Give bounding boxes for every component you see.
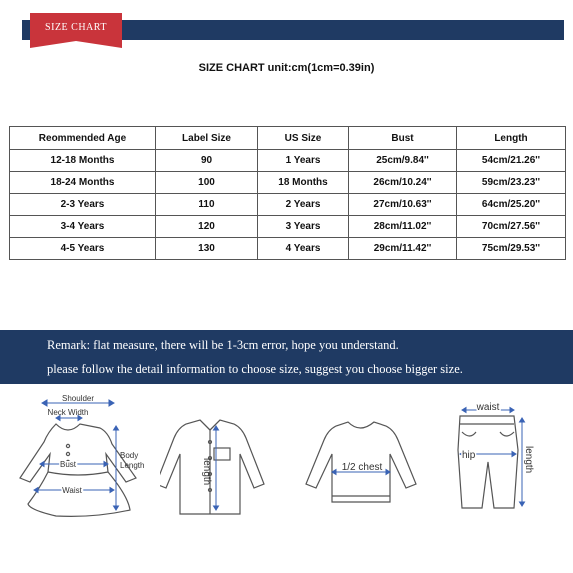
table-cell: 4 Years — [258, 238, 349, 260]
table-cell: 2 Years — [258, 194, 349, 216]
waist-label: Waist — [62, 486, 82, 495]
shirt-length-label: length — [201, 458, 212, 486]
table-cell: 29cm/11.42'' — [349, 238, 457, 260]
sweater-illustration — [298, 392, 428, 522]
remark-line-1: Remark: flat measure, there will be 1-3cm error, hope you understand. — [47, 338, 399, 352]
neck-width-label: Neck Width — [47, 408, 89, 417]
body-length-label-1: Body — [120, 451, 139, 460]
column-header-age: Reommended Age — [10, 127, 156, 150]
column-header-bust: Bust — [349, 127, 457, 150]
table-cell: 12-18 Months — [10, 150, 156, 172]
table-cell: 54cm/21.26'' — [457, 150, 566, 172]
table-cell: 110 — [156, 194, 258, 216]
table-cell: 28cm/11.02'' — [349, 216, 457, 238]
column-header-us-size: US Size — [258, 127, 349, 150]
column-header-label-size: Label Size — [156, 127, 258, 150]
table-cell: 70cm/27.56'' — [457, 216, 566, 238]
table-cell: 75cm/29.53'' — [457, 238, 566, 260]
table-cell: 130 — [156, 238, 258, 260]
pants-illustration — [448, 392, 558, 522]
size-chart-badge: SIZE CHART — [45, 22, 107, 33]
table-cell: 1 Years — [258, 150, 349, 172]
table-cell: 18-24 Months — [10, 172, 156, 194]
bust-label: Bust — [59, 460, 77, 469]
table-cell: 26cm/10.24'' — [349, 172, 457, 194]
table-cell: 25cm/9.84'' — [349, 150, 457, 172]
pants-length-label: length — [523, 446, 534, 474]
dress-illustration — [4, 392, 154, 522]
table-cell: 3-4 Years — [10, 216, 156, 238]
table-header-row — [10, 127, 566, 150]
table-row — [10, 172, 566, 194]
table-cell: 4-5 Years — [10, 238, 156, 260]
table-cell: 64cm/25.20'' — [457, 194, 566, 216]
pants-waist-label: waist — [476, 402, 500, 413]
table-cell: 18 Months — [258, 172, 349, 194]
body-length-label-2: Length — [120, 461, 145, 470]
table-row — [10, 194, 566, 216]
chart-title: SIZE CHART unit:cm(1cm=0.39in) — [198, 62, 375, 74]
table-cell: 3 Years — [258, 216, 349, 238]
table-cell: 100 — [156, 172, 258, 194]
column-header-length: Length — [457, 127, 566, 150]
table-cell: 2-3 Years — [10, 194, 156, 216]
table-row — [10, 150, 566, 172]
remark-line-2: please follow the detail information to choose size, suggest you choose bigger size. — [47, 362, 463, 376]
table-cell: 59cm/23.23'' — [457, 172, 566, 194]
table-cell: 27cm/10.63'' — [349, 194, 457, 216]
table-cell: 90 — [156, 150, 258, 172]
table-row — [10, 216, 566, 238]
table-row — [10, 238, 566, 260]
shirt-illustration — [160, 392, 270, 522]
chest-label: 1/2 chest — [341, 462, 383, 473]
shoulder-label: Shoulder — [61, 394, 95, 403]
size-table — [9, 126, 566, 260]
table-cell: 120 — [156, 216, 258, 238]
pants-hip-label: hip — [462, 450, 476, 461]
